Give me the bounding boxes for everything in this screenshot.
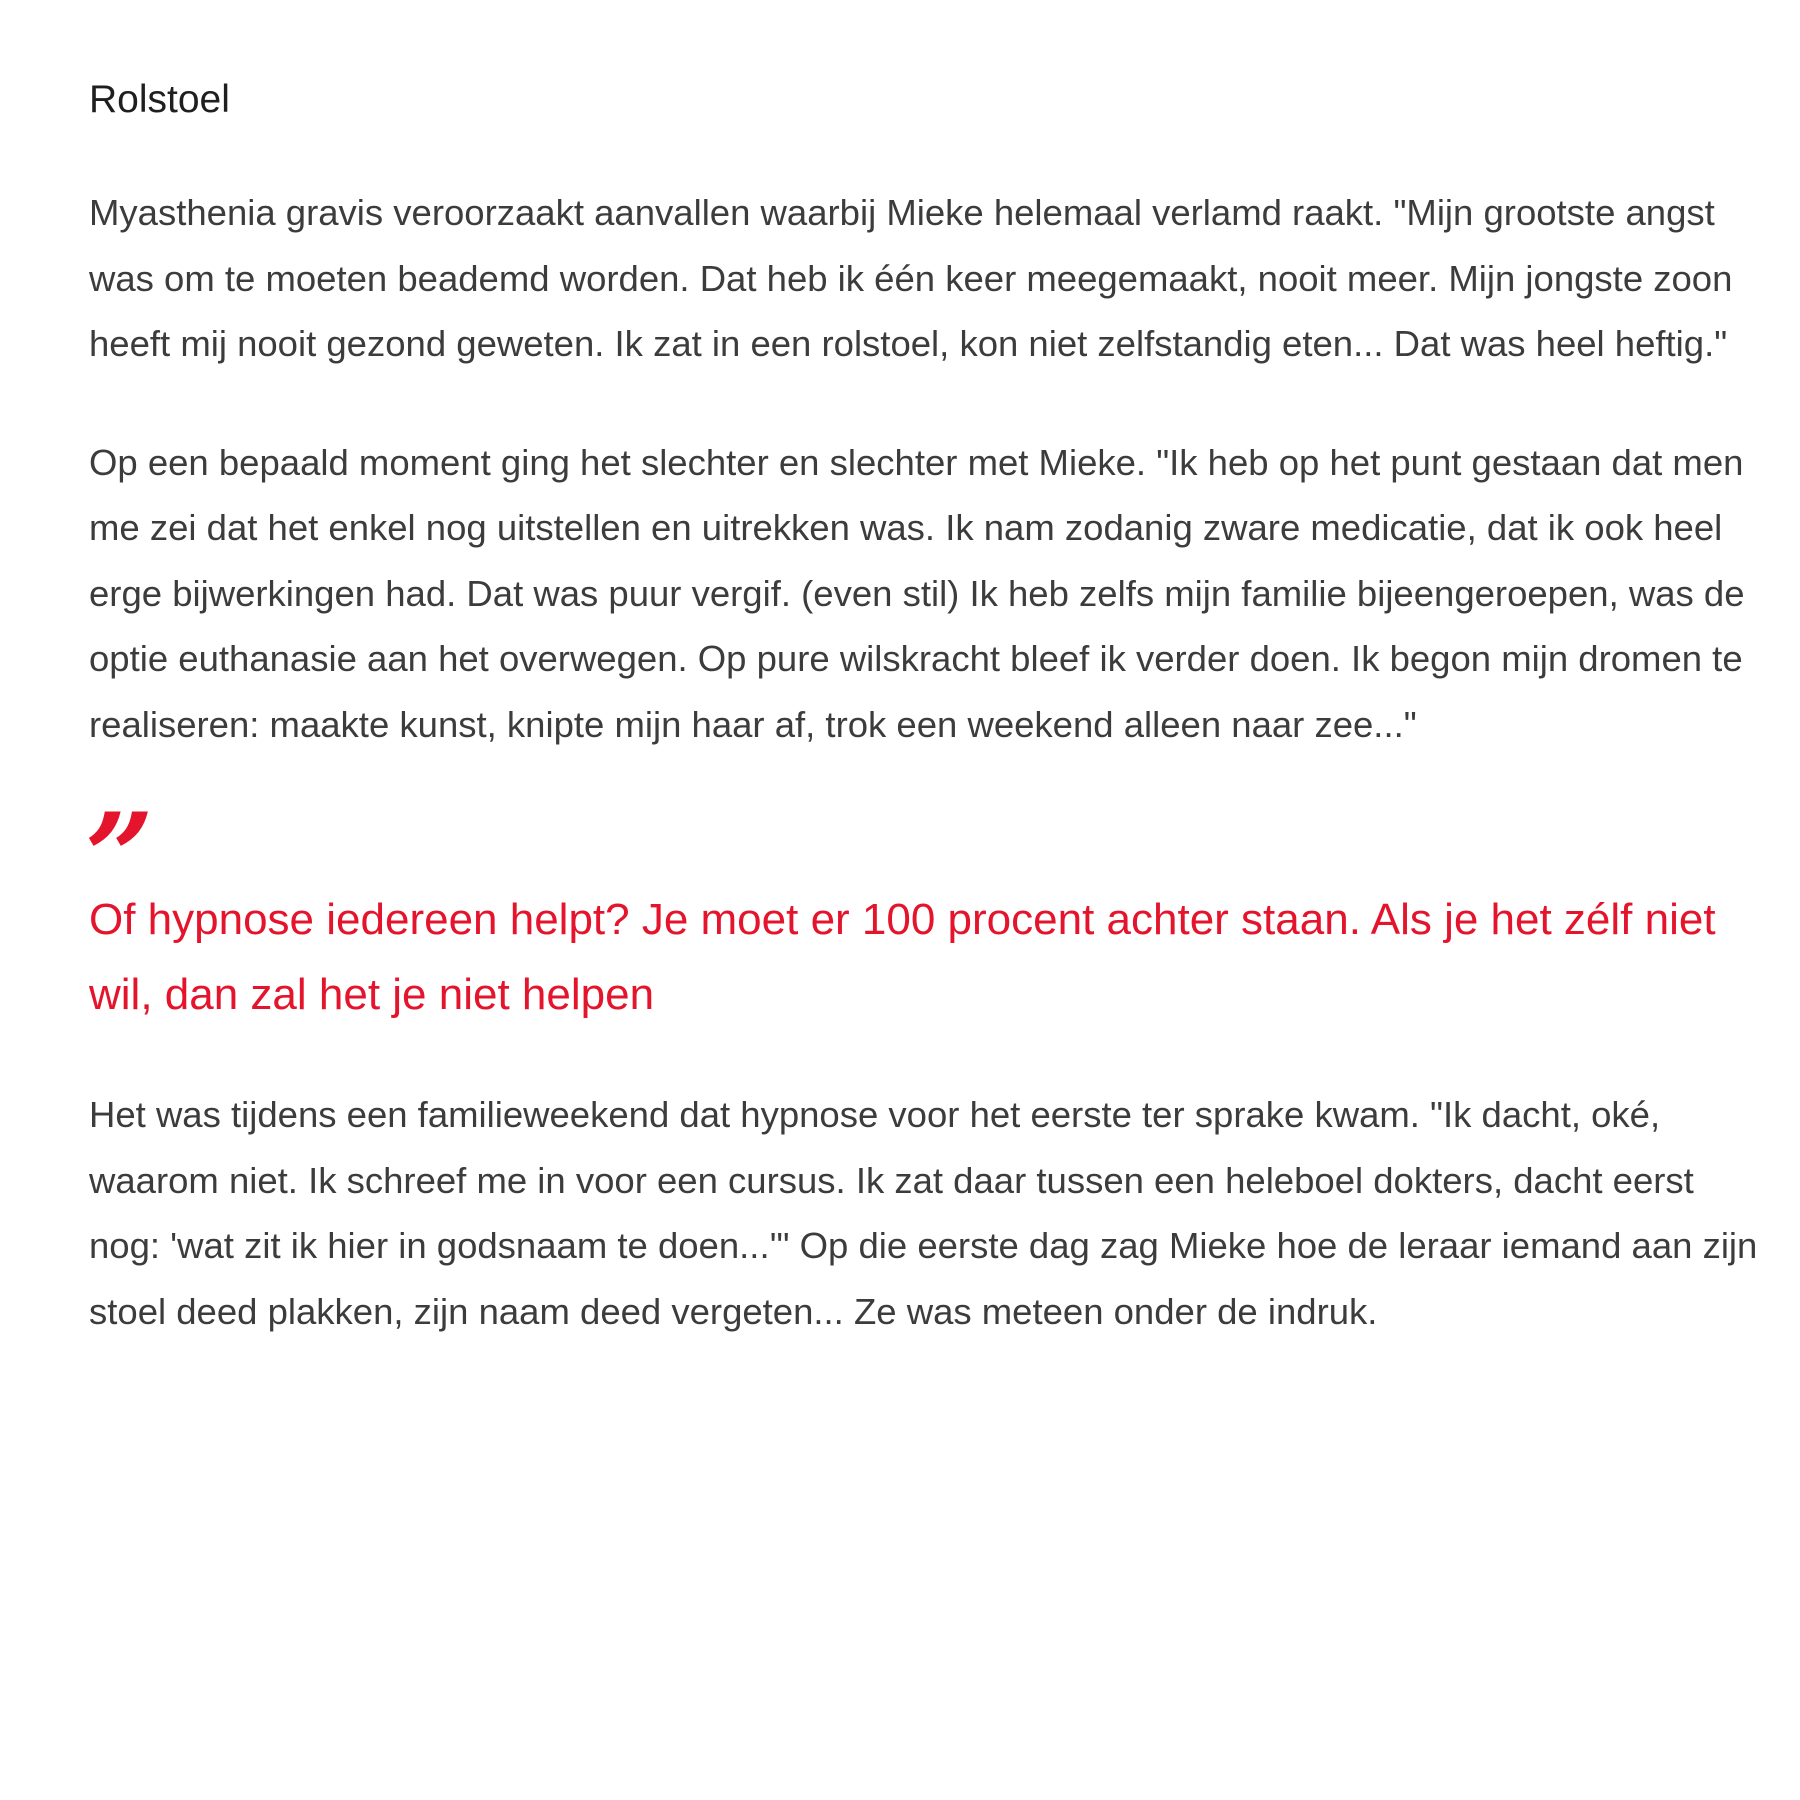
paragraph-3: Het was tijdens een familieweekend dat hypnose voor het eerste ter sprake kwam. "Ik dacht, oké, waarom niet. Ik schreef me in voor een cursus. Ik zat daar tussen een heleboel dokters, dacht eerst nog: 'wat zit ik hier in godsnaam te doen...'" Op die eerste dag zag Mieke hoe de leraar iemand aan zijn stoel deed plakken, zijn naam deed vergeten... Ze was meteen onder de indruk. [89,1094,1758,1332]
quote-mark-icon: ” [85,787,155,928]
article-body [85,70,1759,1397]
section-subheading: Rolstoel [89,78,230,121]
paragraph-2: Op een bepaald moment ging het slechter en slechter met Mieke. "Ik heb op het punt gestaan dat men me zei dat het enkel nog uitstellen en uitrekken was. Ik nam zodanig zware medicatie, dat ik ook heel erge bijwerkingen had. Dat was puur vergif. (even stil) Ik heb zelfs mijn familie bijeengeroepen, was de optie euthanasie aan het overwegen. Op pure wilskracht bleef ik verder doen. Ik begon mijn dromen te realiseren: maakte kunst, knipte mijn haar af, trok een weekend alleen naar zee..." [89,441,1745,745]
pull-quote [85,787,1759,1032]
pull-quote-text: Of hypnose iedereen helpt? Je moet er 100 procent achter staan. Als je het zélf niet wil, dan zal het je niet helpen [89,895,1716,1019]
paragraph-1: Myasthenia gravis veroorzaakt aanvallen waarbij Mieke helemaal verlamd raakt. "Mijn grootste angst was om te moeten beademd worden. Dat heb ik één keer meegemaakt, nooit meer. Mijn jongste zoon heeft mij nooit gezond geweten. Ik zat in een rolstoel, kon niet zelfstandig eten... Dat was heel heftig." [89,192,1733,364]
